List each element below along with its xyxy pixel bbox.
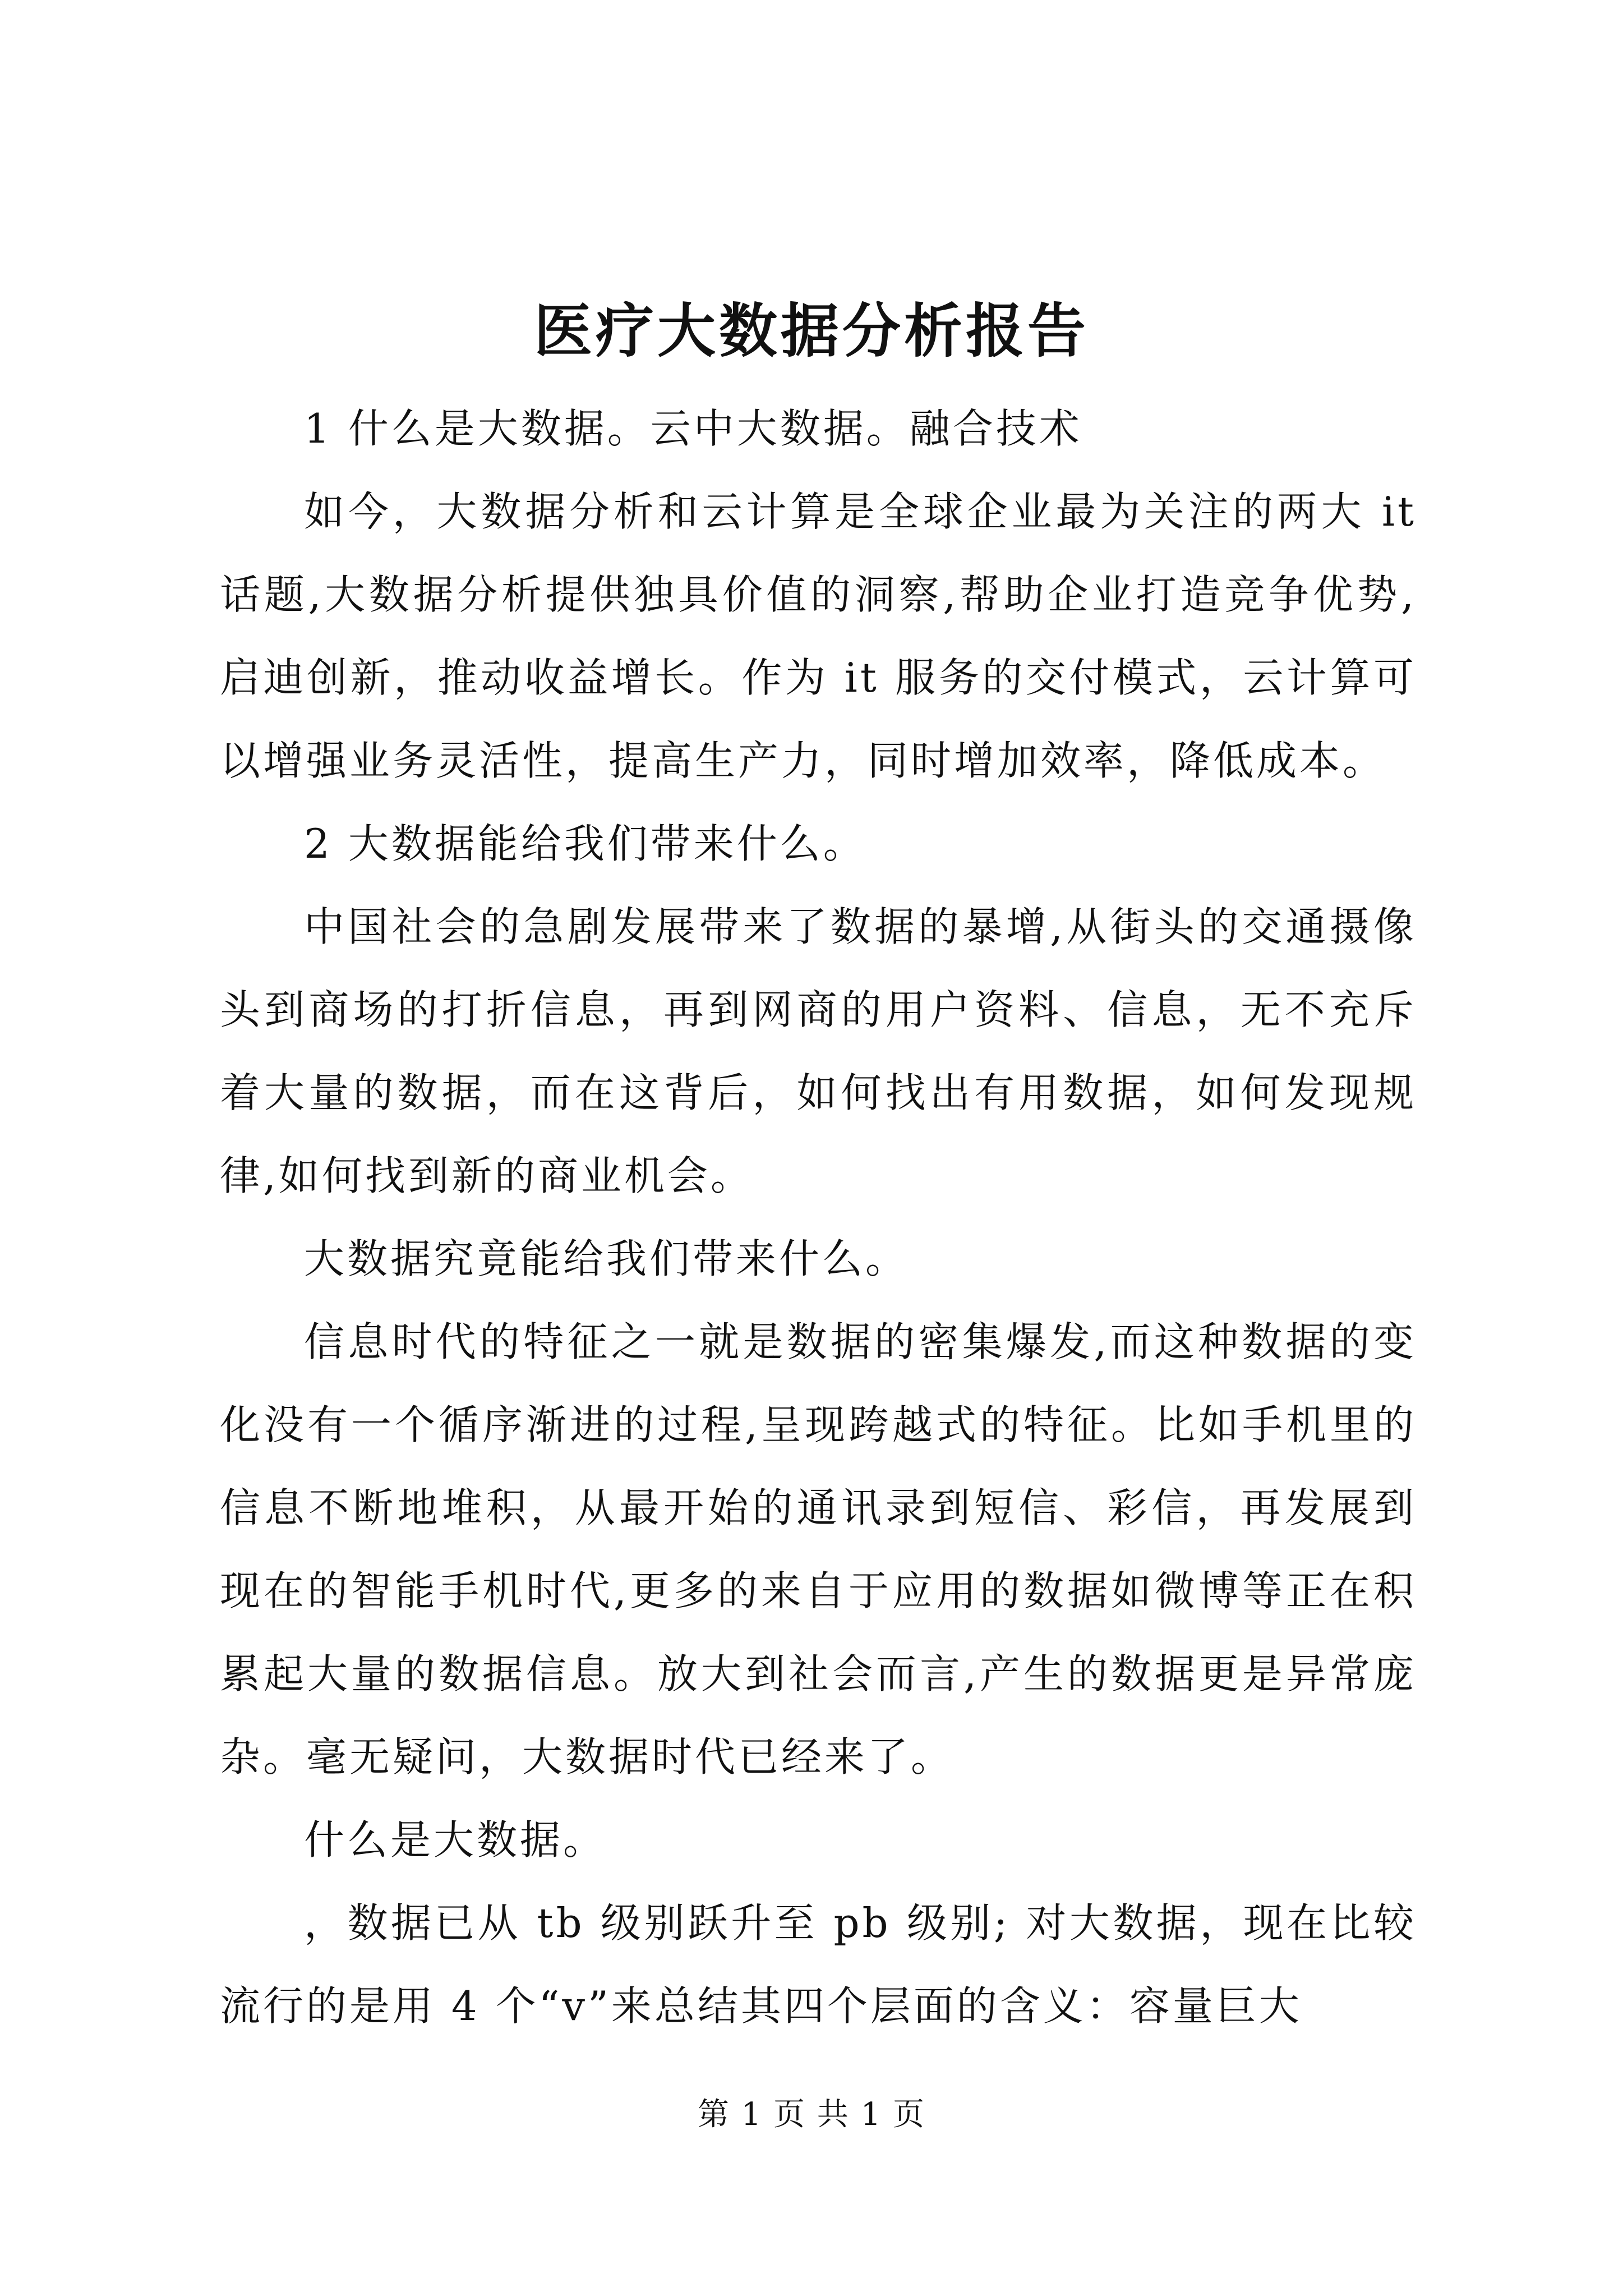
page-number-footer: 第 1 页 共 1 页 [697, 2096, 926, 2133]
paragraph-1: 1 什么是大数据。云中大数据。融合技术 [304, 405, 1082, 452]
paragraph-8: ，数据已从 tb 级别跃升至 pb 级别; 对大数据，现在比较流行的是用 4 个“v”来总结其四个层面的含义：容量巨大 [220, 1899, 1417, 2030]
paragraph-4: 中国社会的急剧发展带来了数据的暴增,从街头的交通摄像头到商场的打折信息，再到网商的用户资料、信息，无不充斥着大量的数据，而在这背后，如何找出有用数据，如何发现规律,如何找到新的商业机会。 [220, 903, 1417, 1199]
document-body [220, 387, 1417, 2047]
paragraph-3: 2 大数据能给我们带来什么。 [304, 820, 866, 867]
paragraph-7: 什么是大数据。 [304, 1816, 607, 1864]
document-title: 医疗大数据分析报告 [533, 296, 1089, 365]
paragraph-2: 如今，大数据分析和云计算是全球企业最为关注的两大 it 话题,大数据分析提供独具价值的洞察,帮助企业打造竞争优势,启迪创新，推动收益增长。作为 it 服务的交付模式，云计算可以增强业务灵活性，提高生产力，同时增加效率，降低成本。 [220, 488, 1417, 784]
paragraph-6: 信息时代的特征之一就是数据的密集爆发,而这种数据的变化没有一个循序渐进的过程,呈现跨越式的特征。比如手机里的信息不断地堆积，从最开始的通讯录到短信、彩信，再发展到现在的智能手机时代,更多的来自于应用的数据如微博等正在积累起大量的数据信息。放大到社会而言,产生的数据更是异常庞杂。毫无疑问，大数据时代已经来了。 [220, 1318, 1417, 1780]
paragraph-5: 大数据究竟能给我们带来什么。 [304, 1235, 909, 1282]
